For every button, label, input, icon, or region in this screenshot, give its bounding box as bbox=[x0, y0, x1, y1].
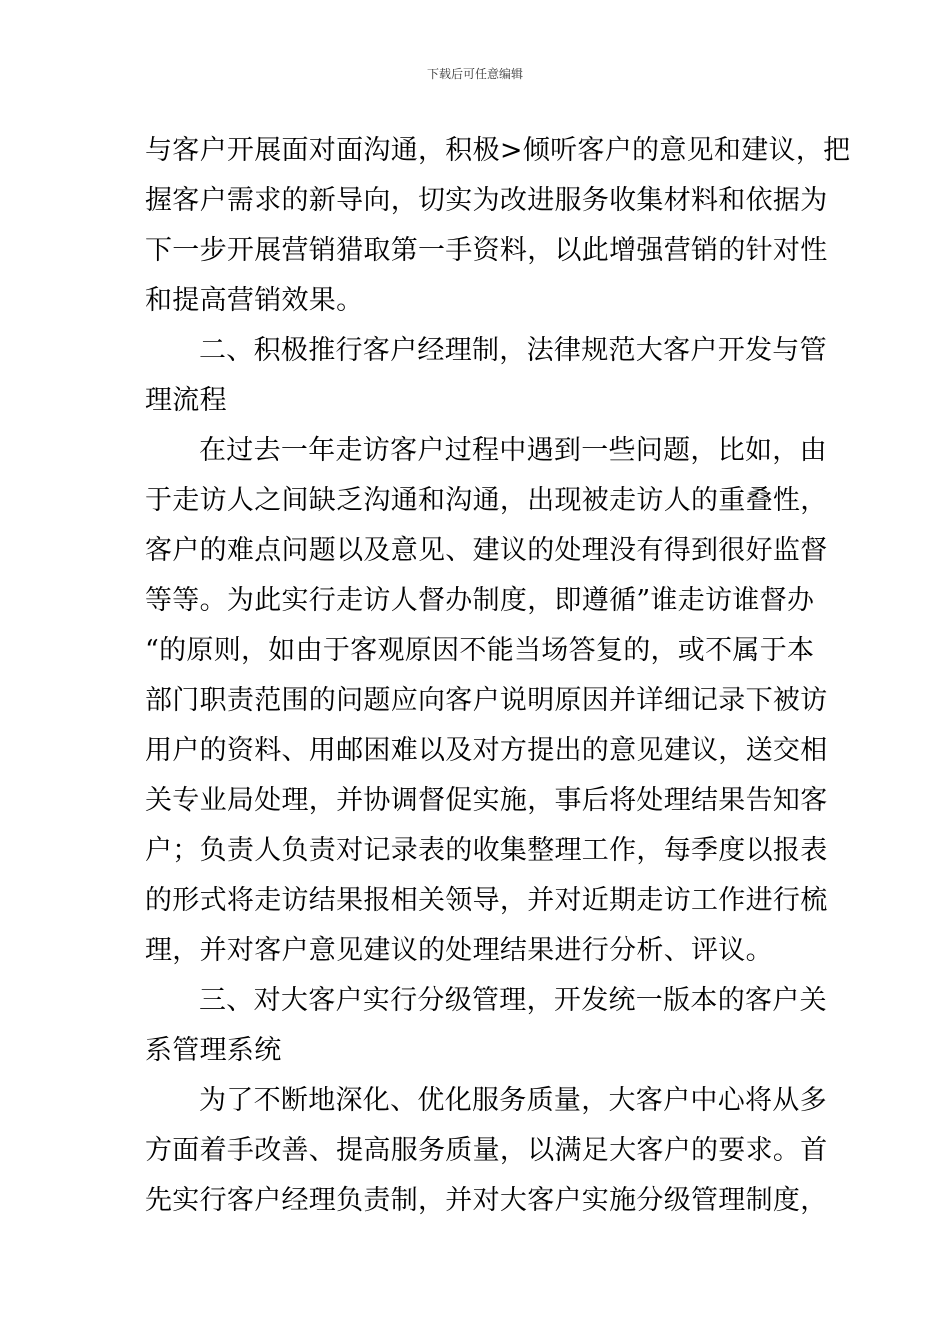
text-line: 的形式将走访结果报相关领导，并对近期走访工作进行梳 bbox=[145, 885, 828, 916]
text-line: 理，并对客户意见建议的处理结果进行分析、评议。 bbox=[145, 935, 773, 966]
text-line: 在过去一年走访客户过程中遇到一些问题，比如，由 bbox=[199, 435, 827, 466]
text-line: 关专业局处理，并协调督促实施，事后将处理结果告知客 bbox=[145, 785, 828, 816]
text-line: 等等。为此实行走访人督办制度，即遵循”谁走访谁督办 bbox=[145, 585, 815, 616]
text-line: 于走访人之间缺乏沟通和沟通，出现被走访人的重叠性， bbox=[145, 485, 828, 516]
text-line: 用户的资料、用邮困难以及对方提出的意见建议，送交相 bbox=[145, 735, 828, 766]
text-line: 先实行客户经理负责制，并对大客户实施分级管理制度， bbox=[145, 1185, 828, 1216]
document-body bbox=[145, 126, 851, 1226]
section-heading-2-cont: 理流程 bbox=[145, 385, 227, 416]
section-heading-2: 二、积极推行客户经理制，法律规范大客户开发与管 bbox=[199, 335, 827, 366]
text-line: 下一步开展营销猎取第一手资料，以此增强营销的针对性 bbox=[145, 235, 828, 266]
text-line: 握客户需求的新导向，切实为改进服务收集材料和依据为 bbox=[145, 185, 828, 216]
text-line: 与客户开展面对面沟通，积极>倾听客户的意见和建议，把 bbox=[145, 135, 851, 166]
section-heading-3-cont: 系管理系统 bbox=[145, 1035, 282, 1066]
text-line: 方面着手改善、提高服务质量，以满足大客户的要求。首 bbox=[145, 1135, 828, 1166]
text-line: 户；负责人负责对记录表的收集整理工作，每季度以报表 bbox=[145, 835, 828, 866]
text-line: 部门职责范围的问题应向客户说明原因并详细记录下被访 bbox=[145, 685, 828, 716]
section-heading-3: 三、对大客户实行分级管理，开发统一版本的客户关 bbox=[199, 985, 827, 1016]
text-line: 和提高营销效果。 bbox=[145, 285, 364, 316]
text-line: “的原则，如由于客观原因不能当场答复的，或不属于本 bbox=[145, 635, 815, 666]
page-header: 下载后可任意编辑 bbox=[426, 67, 523, 81]
text-line: 为了不断地深化、优化服务质量，大客户中心将从多 bbox=[199, 1085, 827, 1116]
text-line: 客户的难点问题以及意见、建议的处理没有得到很好监督 bbox=[145, 535, 828, 566]
